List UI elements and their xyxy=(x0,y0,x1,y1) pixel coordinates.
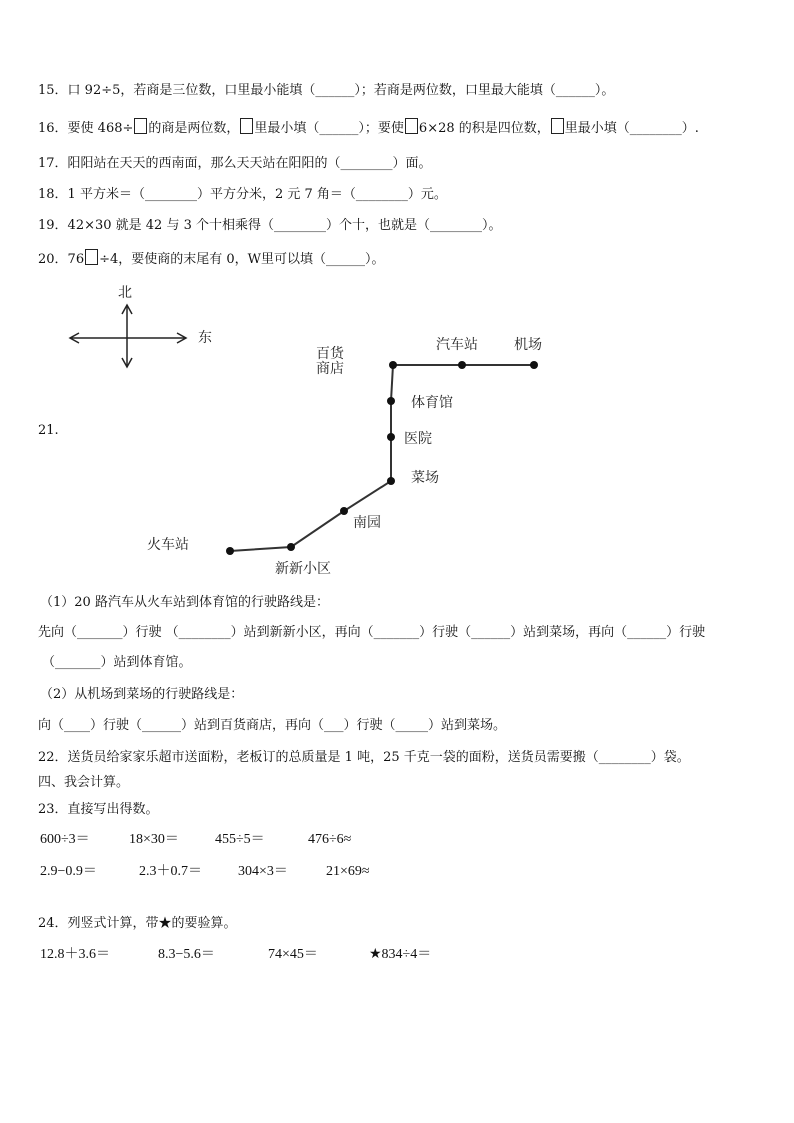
station-dot-xinxin-community xyxy=(287,543,295,551)
q23-item: 2.3＋0.7＝ xyxy=(139,864,202,879)
station-dot-airport xyxy=(530,361,538,369)
compass-east-label: 东 xyxy=(198,330,212,346)
q24-row xyxy=(40,946,431,964)
q23-item: 455÷5＝ xyxy=(215,832,265,847)
label-airport: 机场 xyxy=(514,337,542,353)
label-department-store-1: 百货 xyxy=(316,346,344,362)
compass-north-label: 北 xyxy=(118,285,132,301)
q16-part-c: 里最小填（______）；要使 xyxy=(254,121,404,136)
q24-item: 74×45＝ xyxy=(268,947,318,962)
label-train-station: 火车站 xyxy=(147,537,189,553)
q24-item: 12.8＋3.6＝ xyxy=(40,947,110,962)
blank-box xyxy=(134,118,147,134)
q21-part2-line1: 向（____）行驶（______）站到百货商店，再向（___）行驶（_____）站到菜场。 xyxy=(38,718,507,733)
q23-item: 18×30＝ xyxy=(129,832,179,847)
q23-item: 21×69≈ xyxy=(326,864,370,879)
q23-item: 2.9−0.9＝ xyxy=(40,864,97,879)
q21-part1-line1: 先向（_______）行驶 （________）站到新新小区，再向（_______）行驶（______）站到菜场，再向（______）行驶 xyxy=(38,625,706,640)
q21-part1-title: （1）20 路汽车从火车站到体育馆的行驶路线是： xyxy=(40,595,329,610)
question-20 xyxy=(38,249,385,269)
label-south-park: 南园 xyxy=(353,515,381,531)
section-heading: 四、我会计算。 xyxy=(38,775,130,790)
blank-box xyxy=(405,118,418,134)
question-19: 19．42×30 就是 42 与 3 个十相乘得（________）个十，也就是（________）。 xyxy=(38,218,502,233)
q16-part-b: 的商是两位数， xyxy=(148,121,240,136)
question-24-title: 24．列竖式计算，带★的要验算。 xyxy=(38,916,237,931)
blank-box xyxy=(85,249,98,265)
label-department-store-2: 商店 xyxy=(316,361,344,377)
q23-item: 600÷3＝ xyxy=(40,832,90,847)
label-hospital: 医院 xyxy=(404,431,432,447)
q23-item: 304×3＝ xyxy=(238,864,288,879)
label-xinxin-community: 新新小区 xyxy=(275,561,331,577)
bus-route-line xyxy=(230,365,534,551)
station-dot-hospital xyxy=(387,433,395,441)
question-21-number: 21. xyxy=(38,423,59,438)
q23-item: 476÷6≈ xyxy=(308,832,352,847)
q24-item: 8.3−5.6＝ xyxy=(158,947,215,962)
blank-box xyxy=(240,118,253,134)
label-bus-station: 汽车站 xyxy=(436,337,478,353)
station-dot-bus-station xyxy=(458,361,466,369)
station-dot-department-store xyxy=(389,361,397,369)
question-17: 17．阳阳站在天天的西南面，那么天天站在阳阳的（________）面。 xyxy=(38,156,432,171)
q16-part-e: 里最小填（________）. xyxy=(564,121,699,136)
question-22: 22．送货员给家家乐超市送面粉，老板订的总质量是 1 吨，25 千克一袋的面粉，送货员需要搬（________）袋。 xyxy=(38,750,690,765)
question-18: 18．1 平方米＝（________）平方分米，2 元 7 角＝（________）元。 xyxy=(38,187,447,202)
compass xyxy=(70,285,212,367)
q16-part-a: 16．要使 468÷ xyxy=(38,121,134,136)
station-dot-gym xyxy=(387,397,395,405)
question-23-title: 23．直接写出得数。 xyxy=(38,802,159,817)
q21-part2-title: （2）从机场到菜场的行驶路线是： xyxy=(40,687,244,702)
q21-part1-line2: （_______）站到体育馆。 xyxy=(42,655,192,670)
question-15: 15．口 92÷5，若商是三位数，口里最小能填（______）；若商是两位数，口里最大能填（______）。 xyxy=(38,83,615,98)
q23-row-2 xyxy=(40,863,370,881)
q20-part-b: ÷4，要使商的末尾有 0，W里可以填（______）。 xyxy=(99,252,385,267)
station-dot-train-station xyxy=(226,547,234,555)
label-gym: 体育馆 xyxy=(411,395,453,411)
label-market: 菜场 xyxy=(411,470,439,486)
station-dot-market xyxy=(387,477,395,485)
q20-part-a: 20．76 xyxy=(38,252,85,267)
q23-row-1 xyxy=(40,831,351,849)
q16-part-d: 6×28 的积是四位数， xyxy=(418,121,550,136)
q24-item: ★834÷4＝ xyxy=(369,947,432,962)
blank-box xyxy=(551,118,564,134)
question-16 xyxy=(38,118,699,138)
station-dot-south-park xyxy=(340,507,348,515)
